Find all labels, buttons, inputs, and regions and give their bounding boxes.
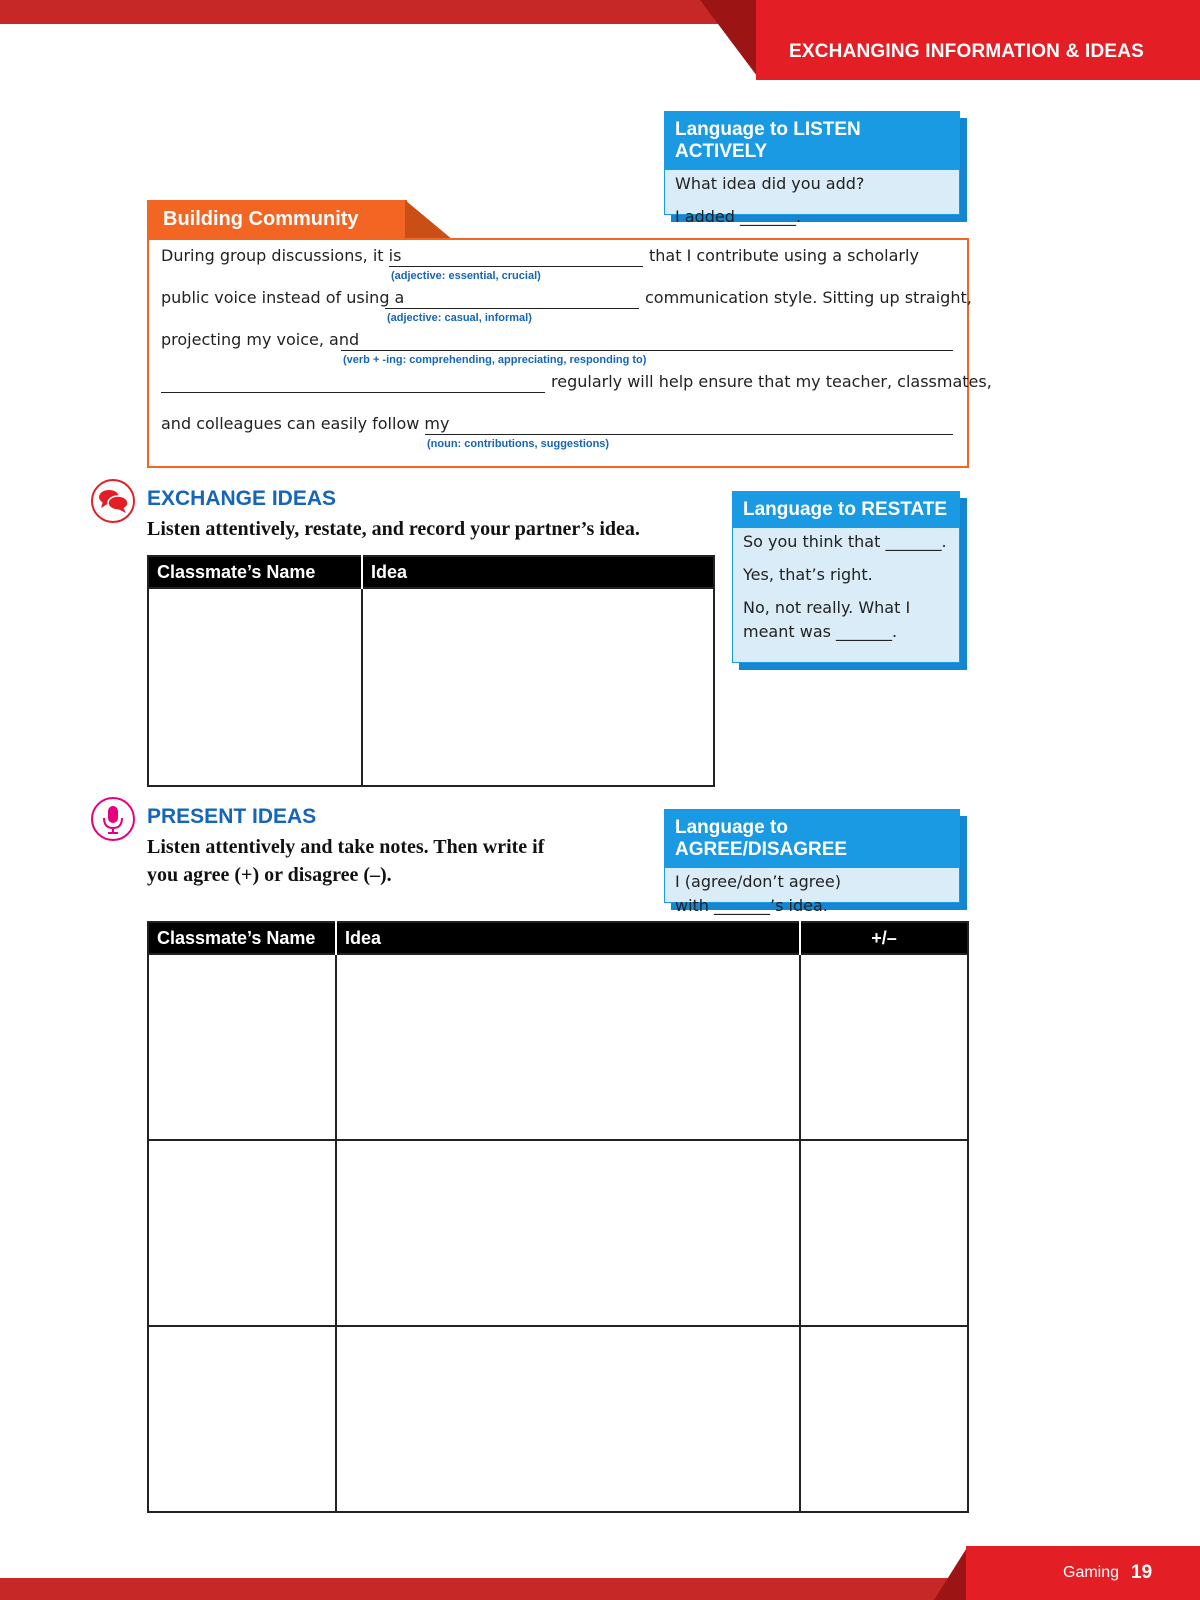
listen-actively-box — [664, 111, 960, 226]
listen-line-2: I added _______. — [675, 207, 802, 226]
exchange-ideas-title: EXCHANGE IDEAS — [147, 487, 337, 510]
column-header: Classmate’s Name — [148, 556, 362, 588]
restate-box — [732, 491, 960, 663]
bc-blank-1[interactable] — [389, 266, 643, 267]
bc-row-1b: that I contribute using a scholarly — [649, 246, 919, 265]
bc-hint-1: (adjective: essential, crucial) — [391, 270, 541, 282]
table-header-row — [148, 556, 714, 588]
bc-row-3a: projecting my voice, and — [161, 330, 360, 349]
listen-line-1: What idea did you add? — [675, 174, 865, 193]
restate-line-1: So you think that _______. — [743, 532, 947, 551]
table-header-row — [148, 922, 968, 954]
present-ideas-title: PRESENT IDEAS — [147, 805, 317, 828]
agree-disagree-box — [664, 809, 960, 915]
classmate-name-cell[interactable] — [148, 954, 336, 1140]
microphone-icon — [91, 797, 135, 841]
bc-row-2a: public voice instead of using a — [161, 288, 405, 307]
bc-row-4b: regularly will help ensure that my teacher, classmates, — [551, 372, 992, 391]
table-row — [148, 1326, 968, 1512]
column-header: Classmate’s Name — [148, 922, 336, 954]
idea-cell[interactable] — [336, 1326, 800, 1512]
restate-line-2: Yes, that’s right. — [743, 565, 873, 584]
bc-hint-5: (noun: contributions, suggestions) — [427, 438, 610, 450]
bc-row-5a: and colleagues can easily follow my — [161, 414, 450, 433]
building-community-title: Building Community — [163, 208, 359, 230]
restate-line-4: meant was _______. — [743, 622, 898, 641]
top-banner-fold — [700, 0, 760, 80]
column-header: Idea — [362, 556, 714, 588]
page-number: 19 — [1131, 1562, 1153, 1583]
listen-actively-title: Language to LISTEN ACTIVELY — [665, 112, 959, 170]
bc-blank-2[interactable] — [385, 308, 639, 309]
footer-tab — [966, 1546, 1200, 1600]
idea-cell[interactable] — [362, 588, 714, 786]
present-ideas-table — [147, 921, 969, 1513]
bc-row-1a: During group discussions, it is — [161, 246, 402, 265]
building-community-fold — [405, 200, 453, 240]
bc-hint-3: (verb + -ing: comprehending, appreciating, responding to) — [343, 354, 647, 366]
bc-hint-2: (adjective: casual, informal) — [387, 312, 532, 324]
bc-blank-4[interactable] — [161, 392, 545, 393]
agree-line-2: with _______’s idea. — [675, 896, 828, 915]
table-row — [148, 588, 714, 786]
section-header-title: EXCHANGING INFORMATION & IDEAS — [789, 41, 1145, 62]
building-community-box — [147, 238, 992, 468]
restate-title: Language to RESTATE — [733, 492, 959, 528]
agree-disagree-cell[interactable] — [800, 954, 968, 1140]
classmate-name-cell[interactable] — [148, 1326, 336, 1512]
agree-disagree-title: Language to AGREE/DISAGREE — [665, 810, 959, 868]
present-ideas-instruction-2: you agree (+) or disagree (–). — [147, 864, 392, 886]
agree-line-1: I (agree/don’t agree) — [675, 872, 841, 891]
agree-disagree-cell[interactable] — [800, 1140, 968, 1326]
present-ideas-instruction-1: Listen attentively and take notes. Then write if — [147, 836, 545, 858]
classmate-name-cell[interactable] — [148, 588, 362, 786]
table-row — [148, 1140, 968, 1326]
bc-blank-5[interactable] — [425, 434, 953, 435]
column-header: +/– — [800, 922, 968, 954]
exchange-ideas-instruction: Listen attentively, restate, and record your partner’s idea. — [147, 518, 640, 540]
idea-cell[interactable] — [336, 1140, 800, 1326]
idea-cell[interactable] — [336, 954, 800, 1140]
exchange-ideas-table — [147, 555, 715, 787]
section-header-tab — [756, 0, 1200, 80]
bc-blank-3[interactable] — [341, 350, 953, 351]
chat-bubbles-icon — [91, 479, 135, 523]
building-community-tab — [147, 200, 407, 240]
classmate-name-cell[interactable] — [148, 1140, 336, 1326]
column-header: Idea — [336, 922, 800, 954]
unit-name: Gaming — [1063, 1564, 1120, 1581]
bc-row-2b: communication style. Sitting up straight, — [645, 288, 972, 307]
agree-disagree-cell[interactable] — [800, 1326, 968, 1512]
table-row — [148, 954, 968, 1140]
restate-line-3: No, not really. What I — [743, 598, 911, 617]
